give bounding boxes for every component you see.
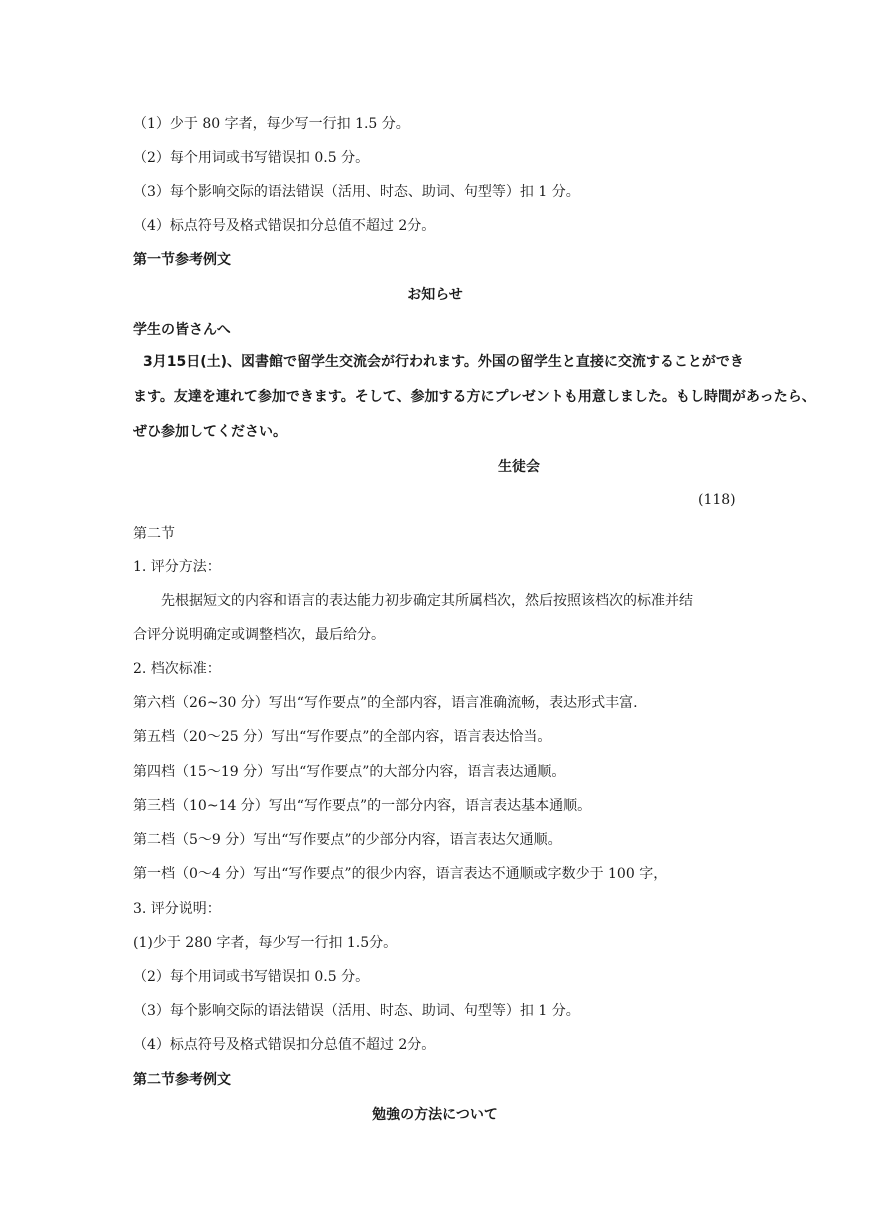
notice-signature: 生徒会 [498,459,540,475]
note-1: (1)少于 280 字者，每少写一行扣 1.5分。 [133,935,398,951]
section2-heading: 第二节 [133,526,175,542]
level-2: 第二档（5～9 分）写出“写作要点”的少部分内容，语言表达欠通顺。 [133,832,562,848]
level-3: 第三档（10~14 分）写出“写作要点”的一部分内容，语言表达基本通顺。 [133,798,592,814]
notes-title: 3. 评分说明： [133,901,221,917]
notice-body-line-2: ます。友達を連れて参加できます。そして、参加する方にプレゼントも用意しました。もし時間があったら、 [133,389,816,405]
notice-title: お知らせ [407,287,463,303]
level-6: 第六档（26~30 分）写出“写作要点”的全部内容，语言准确流畅，表达形式丰富. [133,695,638,711]
section2-example-heading: 第二节参考例文 [133,1072,231,1088]
scoring-item-1: （1）少于 80 字者，每少写一行扣 1.5 分。 [133,116,410,132]
level-1: 第一档（0～4 分）写出“写作要点”的很少内容，语言表达不通顺或字数少于 100 字， [133,866,668,882]
scoring-item-3: （3）每个影响交际的语法错误（活用、时态、助词、句型等）扣 1 分。 [133,184,580,200]
notice-body-line-3: ぜひ参加してください。 [133,424,287,440]
note-3: （3）每个影响交际的语法错误（活用、时态、助词、句型等）扣 1 分。 [133,1003,580,1019]
level-4: 第四档（15～19 分）写出“写作要点”的大部分内容，语言表达通顺。 [133,764,566,780]
scoring-item-2: （2）每个用词或书写错误扣 0.5 分。 [133,150,370,166]
essay-title: 勉強の方法について [372,1107,498,1123]
scoring-item-4: （4）标点符号及格式错误扣分总值不超过 2分。 [133,218,436,234]
method-title: 1. 评分方法： [133,559,221,575]
notice-body-line-1: 3月15日(土)、図書館で留学生交流会が行われます。外国の留学生と直接に交流することができ [143,354,744,370]
method-line-2: 合评分说明确定或调整档次，最后给分。 [133,627,385,643]
method-line-1: 先根据短文的内容和语言的表达能力初步确定其所属档次，然后按照该档次的标准并结 [161,593,693,609]
level-5: 第五档（20～25 分）写出“写作要点”的全部内容，语言表达恰当。 [133,729,552,745]
word-count: (118) [698,492,736,508]
levels-title: 2. 档次标准： [133,661,221,677]
notice-salutation: 学生の皆さんへ [133,322,231,338]
note-2: （2）每个用词或书写错误扣 0.5 分。 [133,969,370,985]
section1-example-heading: 第一节参考例文 [133,252,231,268]
note-4: （4）标点符号及格式错误扣分总值不超过 2分。 [133,1037,436,1053]
